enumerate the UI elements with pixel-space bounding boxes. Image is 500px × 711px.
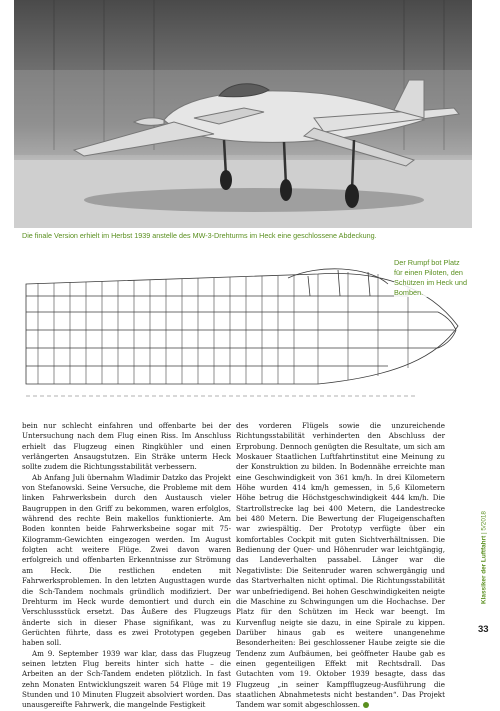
aircraft-photo [14,0,472,228]
side-label-text [481,496,488,620]
article-paragraph: Ab Anfang Juli übernahm Wladimir Datzko das Projekt von Stefanowski. Seine Versuche, die Probleme mit dem linken Fahrwerksbein durch den Austausch vieler Baugruppen in den Griff zu bekommen, waren erfolglos, während des rechte Bein makellos funktionierte. Am Boden konnten beide Fahrwerksbeine sogar mit 75-Kilogramm-Gewichten eingezogen werden. Im August folgten acht weitere Flüge. Zwei davon waren erfolgreich und offenbarten Erkenntnisse zur Strömung am Heck. Die restlichen endeten mit Fahrwerksproblemen. In den letzten Augusttagen wurde die Sch-Tandem nochmals gründlich modifiziert. Der Drehturm im Heck wurde demontiert und durch ein Verschlussstück ersetzt. Das Äußere des Flugzeugs änderte sich in dieser Phase signifikant, was zu Gerüchten führte, dass es zwei Prototypen gegeben haben soll. [22,472,231,648]
drawing-caption-line: Der Rumpf bot Platz [394,258,460,267]
article-paragraph: Am 9. September 1939 war klar, dass das Flugzeug seinen letzten Flug bereits hinter sich hatte – die Arbeiten an der Sch-Tandem endeten plötzlich. In fast zehn Monaten Entwicklungszeit waren 54 Flüge mit 19 Stunden und 10 Minuten Flugzeit absolviert worden. Das unausgereifte Fahrwerk, die mangelnde Festigkeit [22,648,231,710]
drawing-caption-line: für einen Piloten, den [394,267,463,277]
separator: | [480,532,488,535]
drawing-caption-line: Bomben. [394,287,424,297]
issue-number: 5/2018 [480,511,488,531]
page-number: 33 [478,624,489,635]
drawing-caption-line: Schützen im Heck und [394,277,468,287]
end-mark-icon [363,702,369,708]
article-paragraph: bein nur schlecht einfahren und offenbarte bei der Untersuchung nach dem Flug einen Riss. Im Anschluss erhielt das Flugzeug einen Ringkühler und einen verlängerten Ansaugstutzen. Ein Sträke unterm Heck sollte zudem die Richtungsstabilität verbessern. [22,421,231,472]
aircraft-photo-illustration [14,0,472,228]
article-column-right [236,421,445,711]
article-column-left [22,421,231,711]
drawing-caption [394,258,474,297]
magazine-side-label [478,498,490,622]
article-paragraph [236,421,445,711]
magazine-name: Klassiker der Luftfahrt [480,535,488,604]
photo-caption: Die finale Version erhielt im Herbst 1939 anstelle des MW-3-Drehturms im Heck eine geschlossene Abdeckung. [22,231,377,240]
article-paragraph-text: des vorderen Flügels sowie die unzureichende Richtungsstabilität verhinderten den Abschluss der Erprobung. Dennoch genügten die Resultate, um sich am Moskauer Staatlichen Luftfahrtinstitut eine Meinung zu der Konstruktion zu bilden. In Bodennähe erreichte man eine Geschwindigkeit von 361 km/h. In drei Kilometern Höhe wurden 414 km/h gemessen, in 5,6 Kilometern Höhe betrug die Höchstgeschwindigkeit 444 km/h. Die Startrollstrecke lag bei 400 Metern, die Landestrecke bei 480 Metern. Die Bewertung der Flugeigenschaften war zwiespältig. Der Prototyp verfügte über ein komfortables Cockpit mit guten Sichtverhältnissen. Die Bedienung der Quer- und Höhenruder war leichtgängig, das Landeverhalten passabel. Länger war die Negativliste: Die Seitenruder waren schwergängig und das Startverhalten nicht optimal. Die Richtungsstabilität war unbefriedigend. Bei hohen Geschwindigkeiten neigte die Maschine zu Schwingungen um die Hochachse. Der Platz für den Schützen im Heck war beengt. Im Kurvenflug neigte sie dazu, in eine Spirale zu kippen. Darüber hinaus gab es weitere unangenehme Besonderheiten: Bei geschlossener Haube zeigte sie die Tendenz zum Aufbäumen, bei geöffneter Haube gab es einen gegenteiligen Effekt mit Rechtsdrall. Das Gutachten vom 19. Oktober 1939 besagte, dass das Flugzeug „in seiner Kampfflugzeug-Ausführung die staatlichen Abnahmetests nicht bestanden“. Das Projekt Tandem war somit abgeschlossen. [236,421,445,710]
